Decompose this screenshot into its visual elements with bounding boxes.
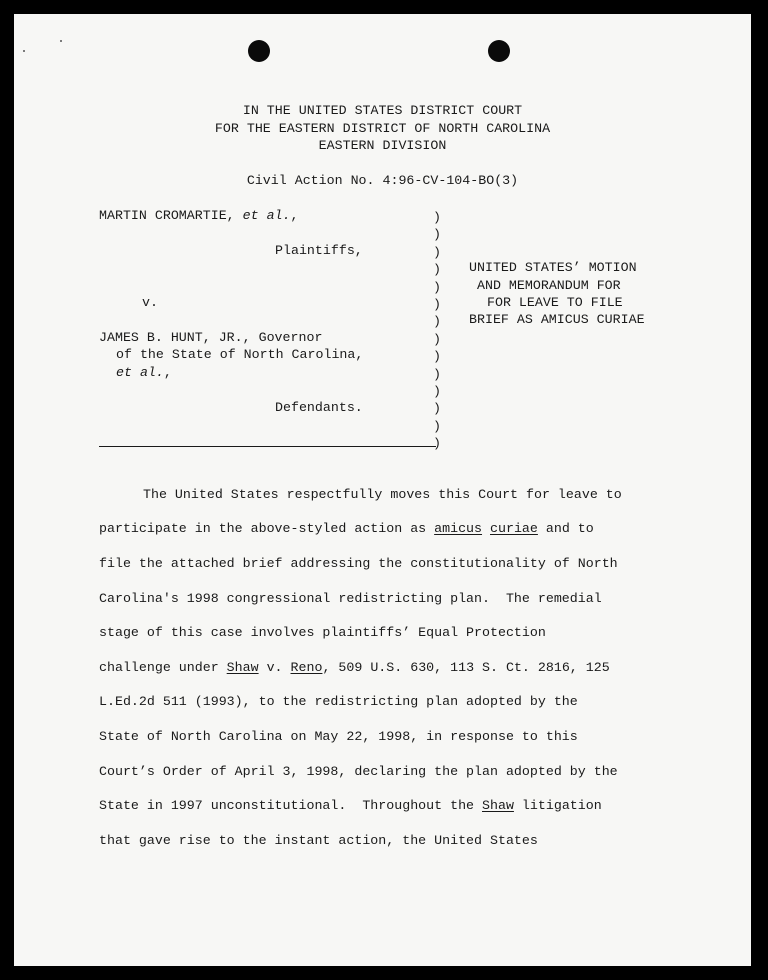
body-line-4: Carolina's 1998 congressional redistricting plan. The remedial (99, 591, 602, 606)
body-line-8: State of North Carolina on May 22, 1998, in response to this (99, 729, 578, 744)
motion-title-line-4: BRIEF AS AMICUS CURIAE (469, 312, 645, 327)
paren: ) (433, 418, 441, 434)
paren: ) (433, 349, 441, 365)
versus-label: v. (142, 295, 158, 310)
case-number: Civil Action No. 4:96-CV-104-BO(3) (246, 173, 519, 188)
paren: ) (433, 279, 441, 295)
plaintiffs-label: Plaintiffs, (275, 243, 363, 258)
body-line-3: file the attached brief addressing the constitutionality of North (99, 556, 618, 571)
curiae-term: curiae (490, 521, 538, 536)
paren: ) (433, 366, 441, 382)
defendant-line-2: of the State of North Carolina, (116, 347, 364, 362)
defendants-label: Defendants. (275, 400, 363, 415)
motion-title-line-2: AND MEMORANDUM FOR (477, 278, 621, 293)
defendant-etal: et al., (116, 365, 172, 380)
body-line-2: participate in the above-styled action as amicus curiae and to (99, 521, 594, 536)
body-line-6: challenge under Shaw v. Reno, 509 U.S. 630, 113 S. Ct. 2816, 125 (99, 660, 610, 675)
punch-hole-right (488, 40, 510, 62)
body-line-1: The United States respectfully moves this Court for leave to (143, 487, 622, 502)
paren: ) (433, 383, 441, 399)
caption-rule (99, 446, 436, 447)
body-line-7: L.Ed.2d 511 (1993), to the redistricting plan adopted by the (99, 694, 578, 709)
body-line-5: stage of this case involves plaintiffs’ Equal Protection (99, 625, 546, 640)
court-header-line-1: IN THE UNITED STATES DISTRICT COURT (242, 103, 523, 118)
paren: ) (433, 296, 441, 312)
plaintiff-name: MARTIN CROMARTIE, et al., (99, 208, 299, 223)
motion-title-line-3: FOR LEAVE TO FILE (487, 295, 623, 310)
caption-parentheses (433, 209, 445, 452)
paren: ) (433, 244, 441, 260)
speck (60, 40, 62, 42)
body-line-10: State in 1997 unconstitutional. Throughout the Shaw litigation (99, 798, 602, 813)
paren: ) (433, 314, 441, 330)
amicus-term: amicus (434, 521, 483, 536)
paren: ) (433, 331, 441, 347)
punch-hole-left (248, 40, 270, 62)
paren: ) (433, 401, 441, 417)
defendant-line-1: JAMES B. HUNT, JR., Governor (99, 330, 323, 345)
shaw-case-name: Shaw (226, 660, 259, 675)
document-page (14, 14, 751, 966)
speck (23, 50, 25, 52)
shaw-litigation-term: Shaw (482, 798, 514, 813)
court-header-line-3: EASTERN DIVISION (318, 138, 447, 153)
court-header-line-2: FOR THE EASTERN DISTRICT OF NORTH CAROLINA (214, 121, 551, 136)
body-line-9: Court’s Order of April 3, 1998, declaring the plan adopted by the (99, 764, 618, 779)
body-line-11: that gave rise to the instant action, the United States (99, 833, 538, 848)
paren: ) (433, 210, 441, 225)
reno-case-name: Reno (290, 660, 323, 675)
paren: ) (433, 262, 441, 278)
motion-title-line-1: UNITED STATES’ MOTION (469, 260, 637, 275)
paren: ) (433, 436, 441, 452)
paren: ) (433, 227, 441, 243)
